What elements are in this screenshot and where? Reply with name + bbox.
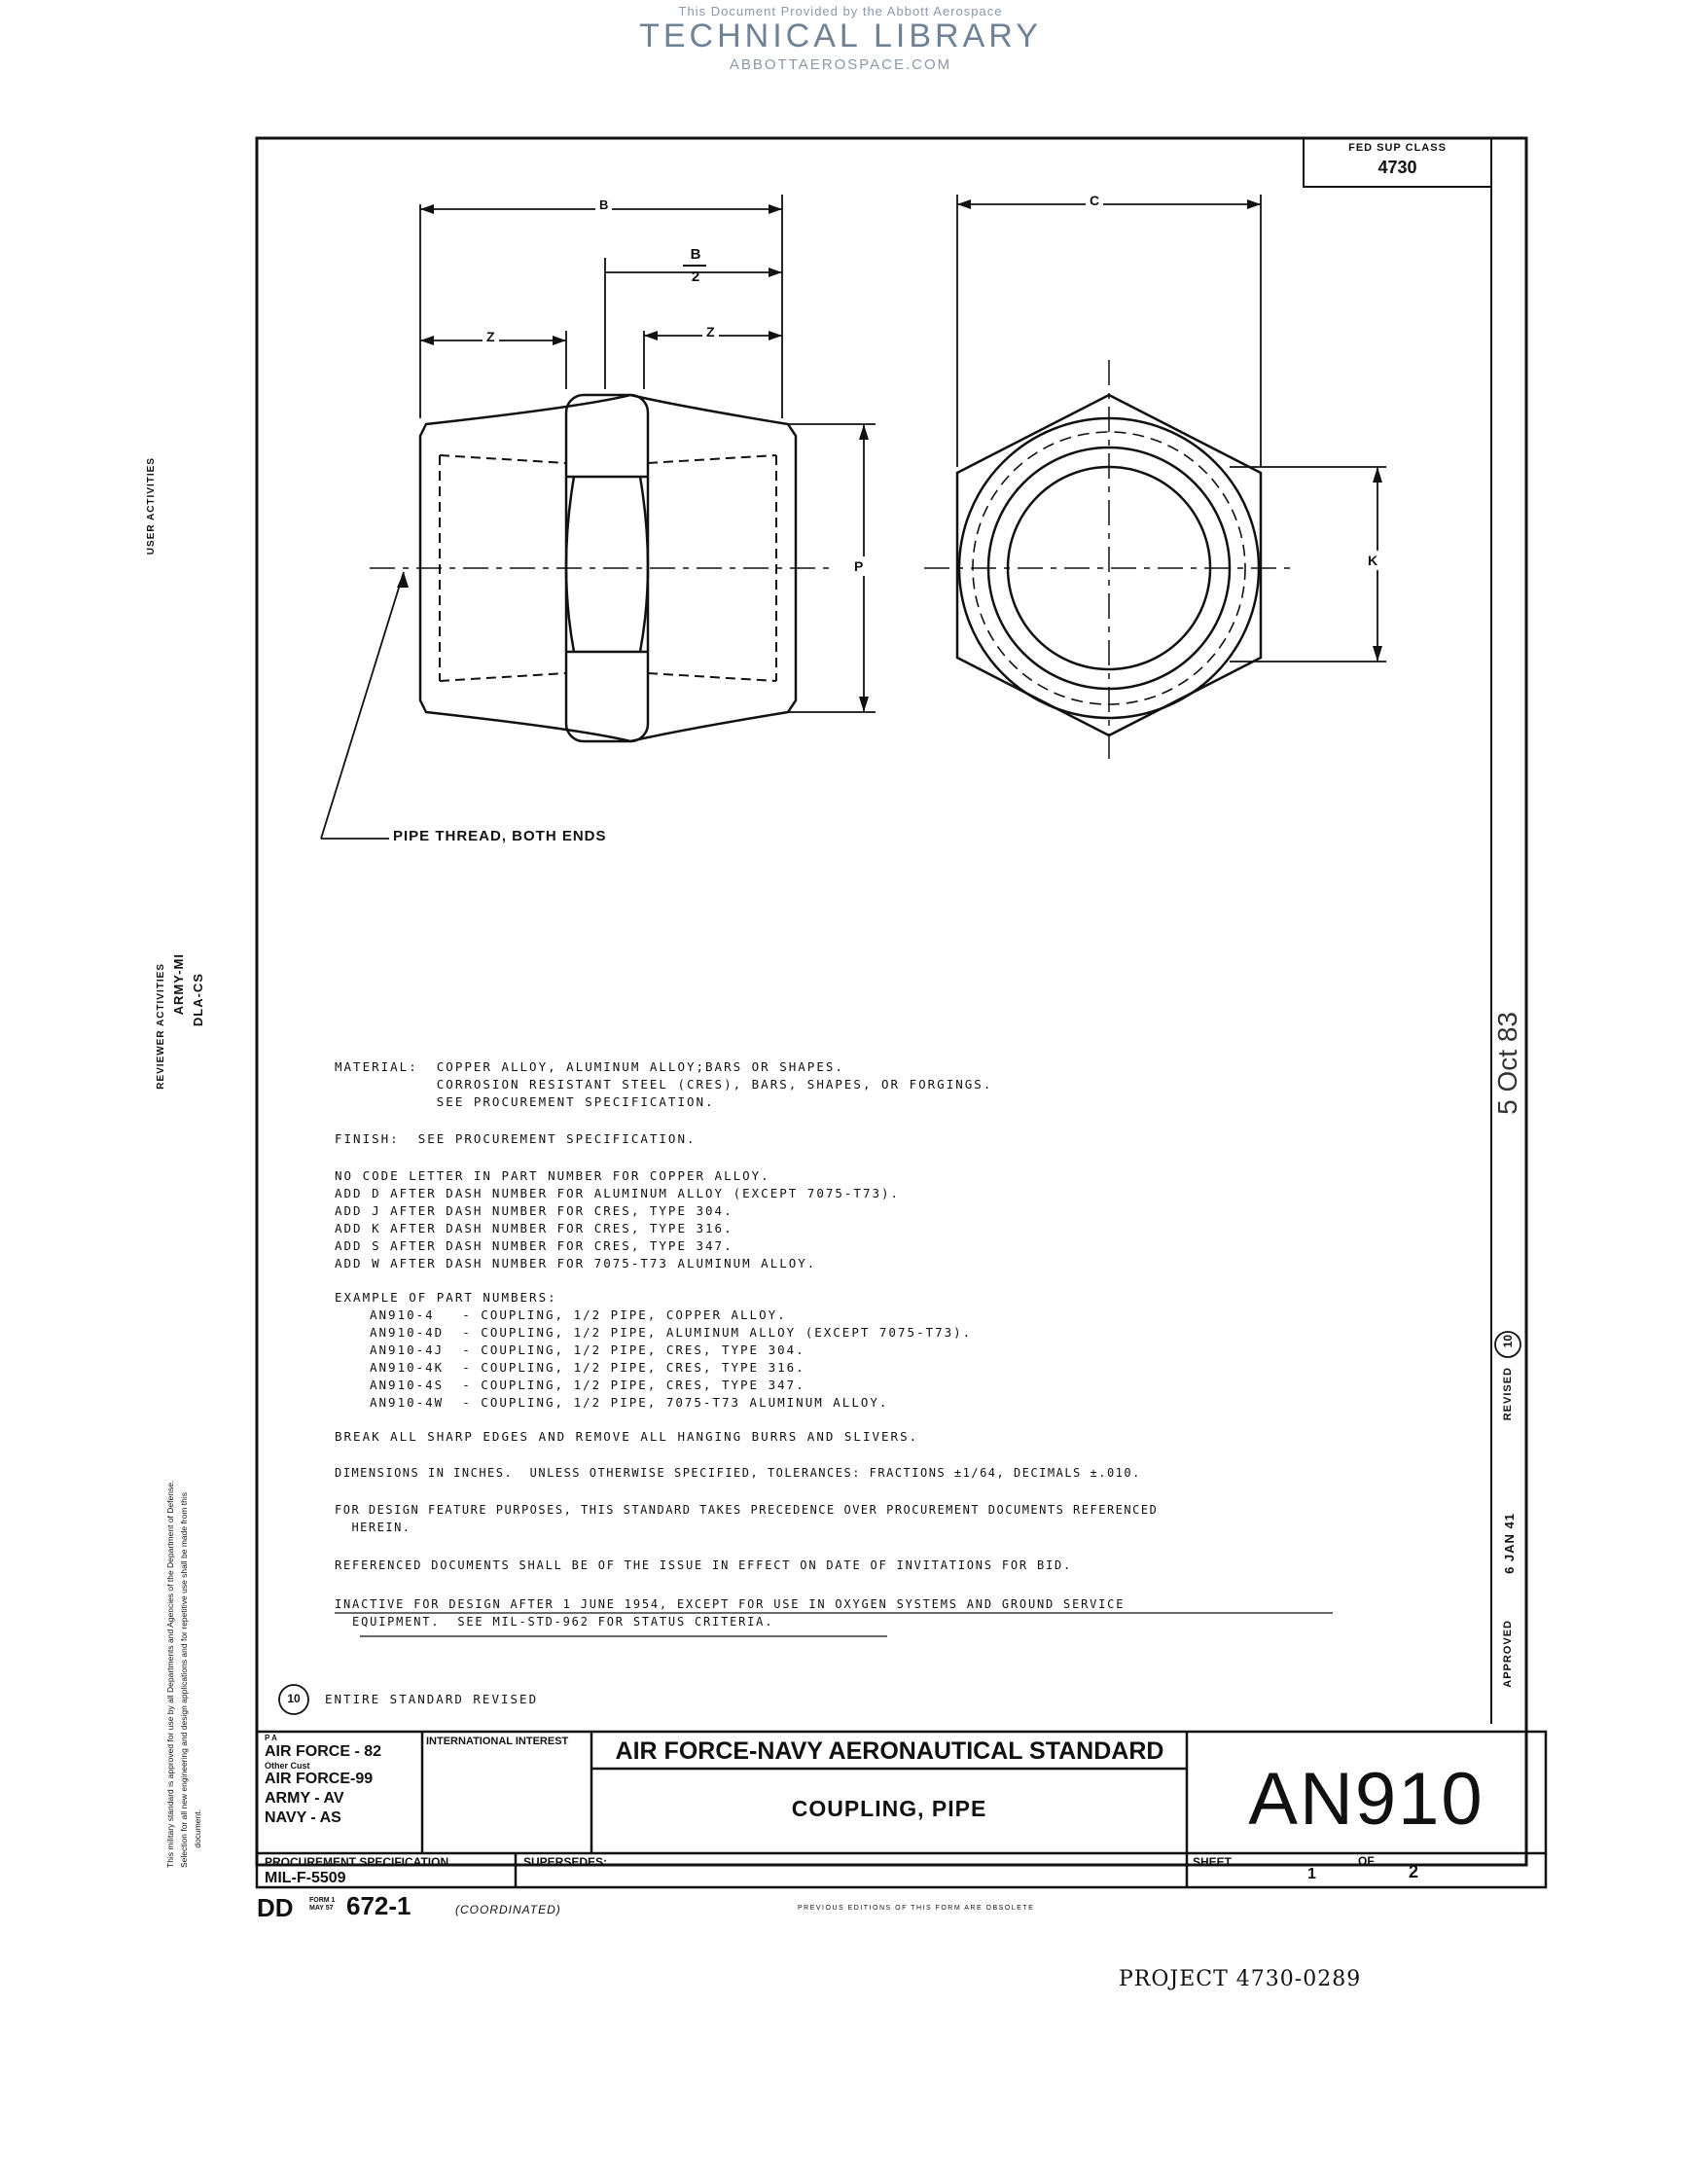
intl-interest-label: INTERNATIONAL INTEREST (426, 1736, 569, 1747)
approval-note-1: This military standard is approved for use by all Departments and Agencies of the Department of Defense. (165, 1480, 175, 1868)
fed-sup-class-label: FED SUP CLASS (1348, 142, 1447, 154)
dim-z-left-label: Z (483, 329, 499, 344)
finish-note: FINISH: SEE PROCUREMENT SPECIFICATION. (335, 1131, 697, 1146)
referenced-docs-note: REFERENCED DOCUMENTS SHALL BE OF THE ISSUE IN EFFECT ON DATE OF INVITATIONS FOR BID. (335, 1558, 1073, 1572)
example-2: AN910-4D - COUPLING, 1/2 PIPE, ALUMINUM ALLOY (EXCEPT 7075-T73). (370, 1325, 973, 1340)
dim-c-label: C (1086, 193, 1103, 208)
previous-editions-note: PREVIOUS EDITIONS OF THIS FORM ARE OBSOLETE (798, 1905, 1035, 1912)
dim-b-half-num: B (690, 246, 701, 263)
coupling-side-view (370, 395, 837, 741)
sheet-number: 1 (1307, 1866, 1316, 1882)
example-header: EXAMPLE OF PART NUMBERS: (335, 1290, 557, 1305)
reviewer-army: ARMY-MI (171, 953, 186, 1016)
reviewer-activities-label: REVIEWER ACTIVITIES (156, 963, 166, 1090)
example-4: AN910-4K - COUPLING, 1/2 PIPE, CRES, TYPE 316. (370, 1360, 805, 1375)
technical-library-title: TECHNICAL LIBRARY (639, 18, 1042, 54)
procurement-spec-label: PROCUREMENT SPECIFICATION (265, 1855, 449, 1869)
approval-note-3: document. (193, 1809, 202, 1848)
approved-label: APPROVED (1502, 1620, 1514, 1688)
form-number: 672-1 (346, 1891, 411, 1920)
fraction-bar (683, 265, 706, 267)
example-5: AN910-4S - COUPLING, 1/2 PIPE, CRES, TYPE 347. (370, 1378, 805, 1392)
coupling-end-view (924, 360, 1294, 759)
pa-air-force-82: AIR FORCE - 82 (265, 1743, 382, 1760)
dim-k-label: K (1368, 553, 1378, 568)
pa-army-av: ARMY - AV (265, 1790, 344, 1807)
revised-label: REVISED (1502, 1367, 1514, 1421)
fed-sup-class-value: 4730 (1377, 158, 1417, 177)
of-label: OF (1358, 1854, 1375, 1868)
part-name: COUPLING, PIPE (791, 1796, 987, 1821)
arrowheads (397, 204, 869, 712)
sheet-total: 2 (1409, 1862, 1419, 1881)
example-1: AN910-4 - COUPLING, 1/2 PIPE, COPPER ALLOY. (370, 1307, 787, 1322)
pa-air-force-99: AIR FORCE-99 (265, 1771, 374, 1787)
pa-navy-as: NAVY - AS (265, 1809, 341, 1826)
approved-date: 6 JAN 41 (1502, 1513, 1517, 1574)
provided-by-text: This Document Provided by the Abbott Aerospace (678, 4, 1003, 18)
other-cust-label: Other Cust (265, 1761, 310, 1771)
dimensions-note: DIMENSIONS IN INCHES. UNLESS OTHERWISE SPECIFIED, TOLERANCES: FRACTIONS ±1/64, DECIMALS ±.010. (335, 1466, 1141, 1480)
design-feature-note: FOR DESIGN FEATURE PURPOSES, THIS STANDARD TAKES PRECEDENCE OVER PROCUREMENT DOCUMENTS REFERENCED HEREIN. (335, 1503, 1159, 1534)
project-number: PROJECT 4730-0289 (1119, 1967, 1362, 1991)
example-6: AN910-4W - COUPLING, 1/2 PIPE, 7075-T73 ALUMINUM ALLOY. (370, 1395, 889, 1410)
handwritten-date: 5 Oct 83 (1492, 1012, 1522, 1115)
inactive-note: INACTIVE FOR DESIGN AFTER 1 JUNE 1954, EXCEPT FOR USE IN OXYGEN SYSTEMS AND GROUND SERVICE EQUIPMENT. SEE MIL-STD-962 FOR STATUS CRITERIA. (335, 1597, 1126, 1629)
revision-mark: 10 (287, 1692, 301, 1705)
example-3: AN910-4J - COUPLING, 1/2 PIPE, CRES, TYPE 304. (370, 1343, 805, 1357)
code-letter-notes: NO CODE LETTER IN PART NUMBER FOR COPPER ALLOY. ADD D AFTER DASH NUMBER FOR ALUMINUM ALLOY (EXCEPT 7075-T73). ADD J AFTER DASH NUMBER FOR CRES, TYPE 304. ADD K AFTER DASH NUMBER FOR CRES, TYPE 316. ADD S AFTER DASH NUMBER FOR CRES, TYPE 347. ADD W AFTER DASH NUMBER FOR 7075-T73 ALUMINUM ALLOY. (335, 1168, 901, 1271)
revised-mark: 10 (1501, 1335, 1515, 1348)
break-edges-note: BREAK ALL SHARP EDGES AND REMOVE ALL HANGING BURRS AND SLIVERS. (335, 1429, 919, 1444)
material-note: MATERIAL: COPPER ALLOY, ALUMINUM ALLOY;BARS OR SHAPES. CORROSION RESISTANT STEEL (CRES), BARS, SHAPES, OR FORGINGS. SEE PROCUREMENT SPECIFICATION. (335, 1059, 993, 1109)
form-date: FORM 1 MAY 57 (309, 1897, 336, 1912)
header-url: ABBOTTAEROSPACE.COM (729, 56, 952, 73)
part-number: AN910 (1248, 1758, 1484, 1841)
pipe-thread-note: PIPE THREAD, BOTH ENDS (393, 828, 607, 844)
dim-p-label: P (854, 558, 864, 574)
form-dd: DD (257, 1893, 294, 1922)
dim-b-half-den: 2 (691, 269, 700, 285)
coordinated-label: (COORDINATED) (455, 1903, 561, 1916)
sheet-label: SHEET (1193, 1855, 1233, 1869)
approval-note-2: Selection for all new engineering and design applications and for repetitive use shall be made from this (179, 1491, 189, 1868)
dim-b-label: B (595, 197, 612, 212)
user-activities-label: USER ACTIVITIES (146, 457, 157, 555)
dim-z-right-label: Z (702, 324, 719, 340)
reviewer-dla: DLA-CS (191, 973, 205, 1027)
procurement-spec-value: MIL-F-5509 (265, 1870, 346, 1886)
supersedes-label: SUPERSEDES: (523, 1855, 608, 1869)
standard-title: AIR FORCE-NAVY AERONAUTICAL STANDARD (615, 1737, 1164, 1765)
pa-label: P A (265, 1734, 277, 1742)
revision-note: ENTIRE STANDARD REVISED (325, 1692, 539, 1706)
